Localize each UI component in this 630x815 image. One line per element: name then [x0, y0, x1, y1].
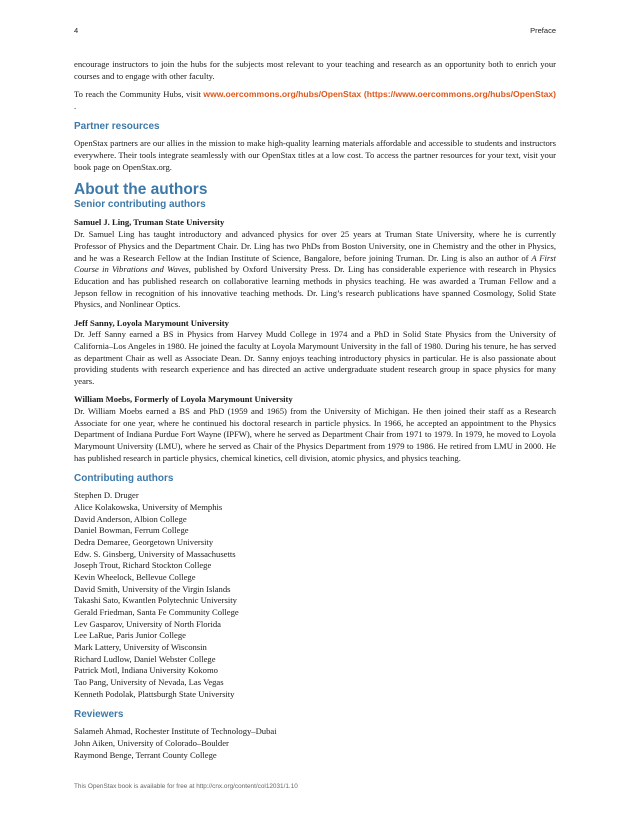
list-item: Raymond Benge, Terrant County College [74, 749, 217, 760]
list-item: Lev Gasparov, University of North Florida [74, 618, 221, 629]
list-item: Gerald Friedman, Santa Fe Community College [74, 607, 239, 618]
bio-ling-part1: Dr. Samuel Ling has taught introductory and advanced physics for over 25 years at Truman State University, where he is currently Professor of Physics and the Department Chair. Dr. Ling has two PhDs from Boston University, one in Chemistry and the other in Physics, and he was a Research Fellow at the Indian Institute of Science, Bangalore, before joining Truman. Dr. Ling is also an author of [74, 229, 556, 263]
hubs-paragraph: encourage instructors to join the hubs for the subjects most relevant to your teaching and research as an opportunity both to enrich your courses and to engage with other faculty. [74, 59, 556, 81]
list-item: Kevin Wheelock, Bellevue College [74, 572, 196, 583]
senior-authors-heading: Senior contributing authors [74, 199, 206, 211]
list-item: David Smith, University of the Virgin Islands [74, 583, 231, 594]
author-bio-sanny: Dr. Jeff Sanny earned a BS in Physics from Harvey Mudd College in 1974 and a PhD in Solid State Physics from the University of California–Los Angeles in 1980. He joined the faculty at Loyola Marymount University in the fall of 1980. During his tenure, he has served as department Chair as well as Associate Dean. Dr. Sanny enjoys teaching introductory physics in particular. He is also passionate about providing students with research experience and has directed an active undergraduate student research group in space physics for many years. [74, 329, 556, 387]
reach-suffix: . [74, 100, 77, 111]
list-item: Tao Pang, University of Nevada, Las Vegas [74, 676, 224, 687]
partner-resources-text: OpenStax partners are our allies in the mission to make high-quality learning materials affordable and accessible to students and instructors everywhere. Their tools integrate seamlessly with our OpenStax titles at a low cost. To access the partner resources for your text, visit your book page on OpenStax.org. [74, 138, 556, 172]
page-content [74, 59, 556, 761]
reach-prefix: To reach the Community Hubs, visit [74, 88, 204, 99]
list-item: Stephen D. Druger [74, 490, 139, 501]
author-name-sanny: Jeff Sanny, Loyola Marymount University [74, 317, 229, 328]
page-footer: This OpenStax book is available for free at http://cnx.org/content/col12031/1.10 [74, 783, 298, 790]
reviewers-heading: Reviewers [74, 709, 124, 721]
list-item: Daniel Bowman, Ferrum College [74, 525, 189, 536]
contributing-authors-heading: Contributing authors [74, 473, 174, 485]
community-hubs-link[interactable]: www.oercommons.org/hubs/OpenStax (https://www.oercommons.org/hubs/OpenStax) [203, 88, 556, 99]
about-authors-heading: About the authors [74, 181, 208, 199]
author-name-moebs: William Moebs, Formerly of Loyola Marymount University [74, 394, 293, 405]
reviewers-list [74, 726, 556, 761]
list-item: David Anderson, Albion College [74, 513, 187, 524]
partner-resources-heading: Partner resources [74, 121, 160, 133]
book-title: A First Course in Vibrations and Waves [74, 252, 556, 275]
community-hubs-paragraph [74, 89, 556, 112]
list-item: Salameh Ahmad, Rochester Institute of Technology–Dubai [74, 726, 277, 737]
contributing-authors-list [74, 490, 556, 700]
list-item: Takashi Sato, Kwantlen Polytechnic University [74, 595, 237, 606]
author-name-ling: Samuel J. Ling, Truman State University [74, 217, 225, 228]
list-item: Edw. S. Ginsberg, University of Massachusetts [74, 548, 236, 559]
page-number: 4 [74, 26, 79, 35]
author-bio-ling [74, 229, 556, 311]
list-item: Joseph Trout, Richard Stockton College [74, 560, 212, 571]
list-item: Alice Kolakowska, University of Memphis [74, 502, 223, 513]
list-item: John Aiken, University of Colorado–Boulder [74, 737, 229, 748]
list-item: Dedra Demaree, Georgetown University [74, 537, 214, 548]
list-item: Mark Lattery, University of Wisconsin [74, 642, 207, 653]
list-item: Kenneth Podolak, Plattsburgh State University [74, 688, 235, 699]
list-item: Patrick Motl, Indiana University Kokomo [74, 665, 218, 676]
bio-ling-part2: , published by Oxford University Press. Dr. Ling has considerable experience with research in Physics Education and has published research on collaborative learning methods in physics teaching. He was awarded a Truman Fellow and a Jepson fellow in recognition of his innovative teaching methods. Dr. Ling’s research publications have spanned Cosmology, Solid State Physics, and Nonlinear Optics. [74, 264, 557, 310]
author-bio-moebs: Dr. William Moebs earned a BS and PhD (1959 and 1965) from the University of Michigan. He then joined their staff as a Research Associate for one year, where he continued his doctoral research in particle physics. In 1966, he accepted an appointment to the Physics Department of Indiana Purdue Fort Wayne (IPFW), where he served as Department Chair from 1971 to 1979. In 1979, he moved to Loyola Marymount University (LMU), where he served as Chair of the Physics Department from 1979 to 1986. He retired from LMU in 2000. He has published research in particle physics, chemical kinetics, cell division, atomic physics, and physics teaching. [74, 405, 556, 463]
running-header: Preface [530, 26, 556, 35]
list-item: Richard Ludlow, Daniel Webster College [74, 653, 216, 664]
list-item: Lee LaRue, Paris Junior College [74, 630, 186, 641]
